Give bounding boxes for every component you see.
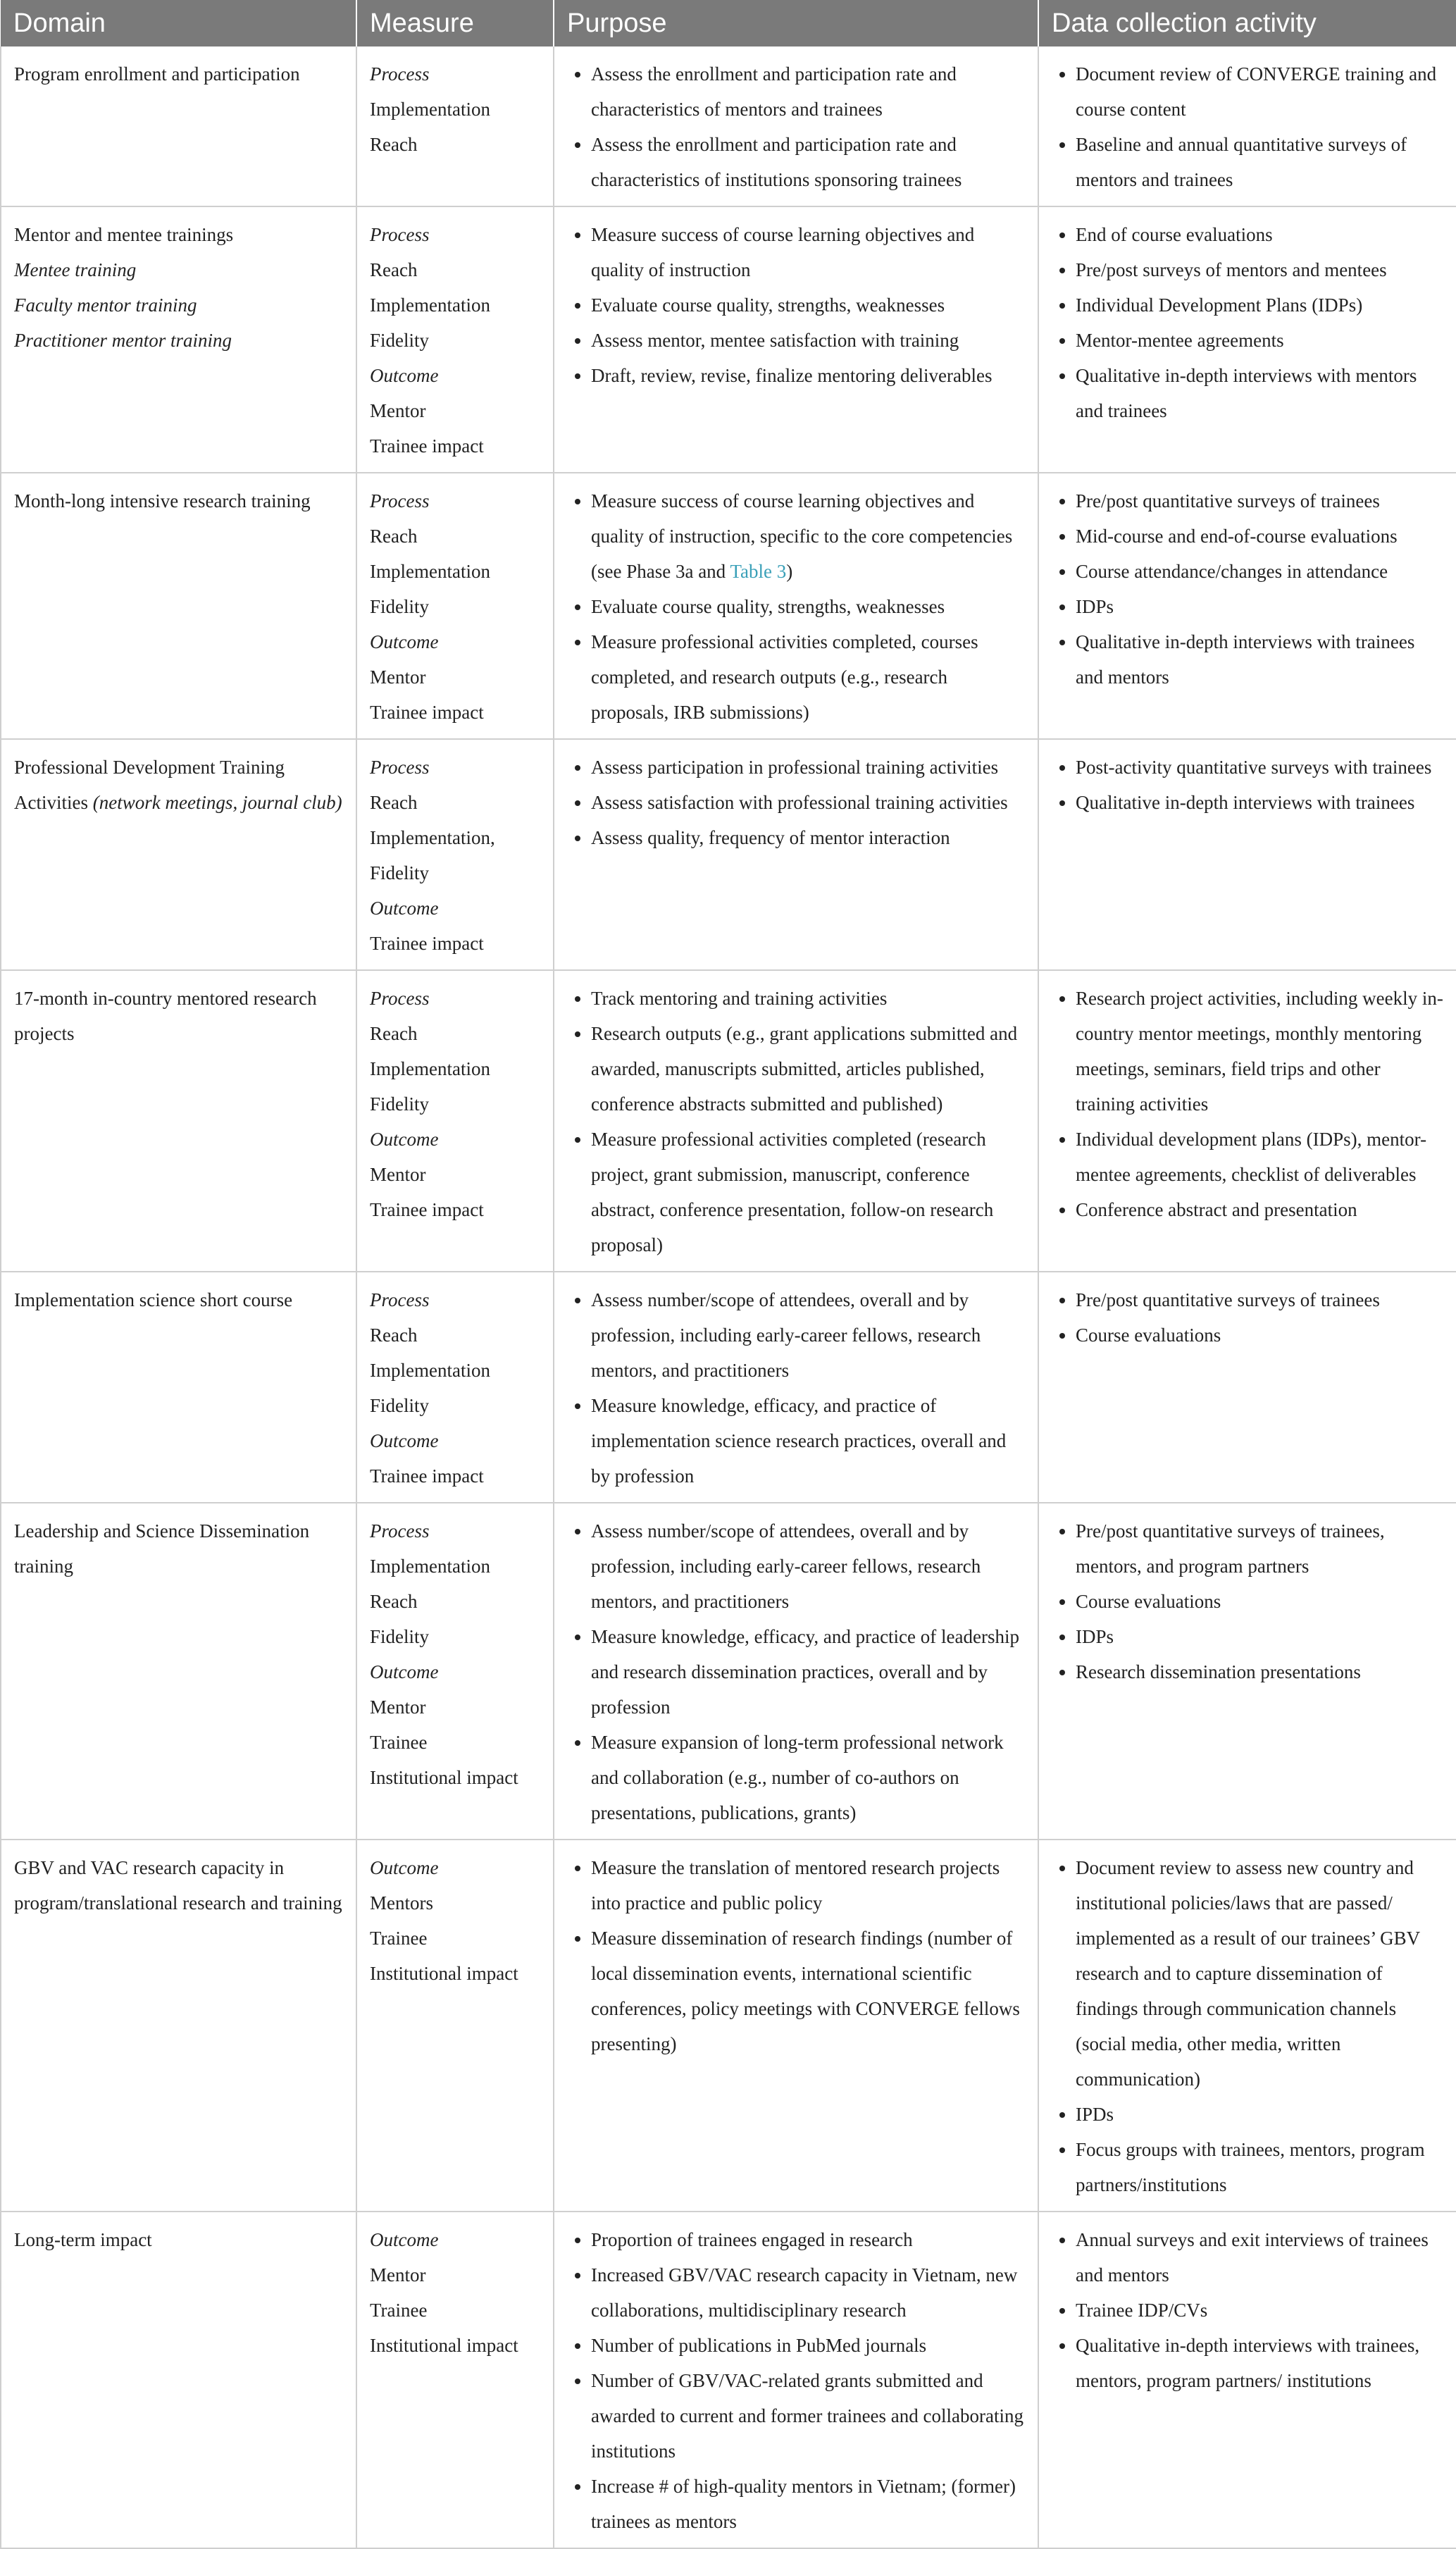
- table-row: [1, 46, 1456, 206]
- domain-cell-line: 17-month in-country mentored research projects: [14, 988, 317, 1044]
- table-row: [1, 1840, 1456, 2212]
- purpose-cell-list: [567, 1850, 1025, 2061]
- measure-cell-line: Outcome: [370, 898, 439, 919]
- measure-cell-line: Process: [370, 490, 430, 511]
- purpose-cell-item: • Assess satisfaction with professional training activities: [591, 785, 1025, 820]
- activity-cell-item: • IDPs: [1076, 589, 1443, 624]
- activity-cell: [1038, 473, 1456, 739]
- purpose-cell-item: • Measure success of course learning objectives and quality of instruction, specific to the core competencies (see Phase 3a and Table 3): [591, 483, 1025, 589]
- purpose-cell-item: • Assess number/scope of attendees, overall and by profession, including early-career fellows, research mentors, and practitioners: [591, 1282, 1025, 1388]
- domain-cell-line: Long-term impact: [14, 2229, 152, 2250]
- header-measure: Measure: [356, 0, 554, 46]
- measure-cell-line: Implementation: [370, 1556, 490, 1577]
- measure-cell-line: Fidelity: [370, 1093, 430, 1115]
- measure-cell-line: Institutional impact: [370, 1767, 518, 1788]
- measure-cell-line: Reach: [370, 259, 418, 280]
- domain-cell-line: GBV and VAC research capacity in program/translational research and training: [14, 1857, 342, 1914]
- measure-cell-line: Reach: [370, 1325, 418, 1346]
- activity-cell-item: • Trainee IDP/CVs: [1076, 2293, 1443, 2328]
- measure-cell-line: Trainee: [370, 2300, 428, 2321]
- purpose-cell: [554, 2212, 1038, 2548]
- activity-cell-list: [1052, 1513, 1443, 1689]
- activity-cell-item: • Research project activities, including weekly in-country mentor meetings, monthly mentoring meetings, seminars, field trips and other training activities: [1076, 981, 1443, 1122]
- activity-cell-item: • Qualitative in-depth interviews with trainees, mentors, program partners/ institutions: [1076, 2328, 1443, 2398]
- activity-cell-list: [1052, 217, 1443, 428]
- measure-cell-line: Process: [370, 1520, 430, 1542]
- measure-cell-line: Implementation: [370, 1058, 490, 1079]
- purpose-cell-item: • Draft, review, revise, finalize mentoring deliverables: [591, 358, 1025, 393]
- measure-cell: [356, 739, 554, 970]
- measure-cell-line: Process: [370, 1289, 430, 1310]
- measure-cell-line: Fidelity: [370, 330, 430, 351]
- purpose-cell: [554, 739, 1038, 970]
- activity-cell: [1038, 46, 1456, 206]
- activity-cell-item: • Mentor-mentee agreements: [1076, 323, 1443, 358]
- domain-cell: [1, 473, 356, 739]
- activity-cell-list: [1052, 750, 1443, 820]
- measure-cell: [356, 2212, 554, 2548]
- measure-cell-line: Reach: [370, 526, 418, 547]
- measure-cell-line: Trainee impact: [370, 933, 484, 954]
- table-row: [1, 2212, 1456, 2548]
- activity-cell-item: • Pre/post quantitative surveys of trainees: [1076, 1282, 1443, 1317]
- purpose-cell-list: [567, 1513, 1025, 1830]
- measure-cell-line: Trainee: [370, 1928, 428, 1949]
- purpose-cell: [554, 1503, 1038, 1840]
- table-reference-link[interactable]: Table 3: [730, 561, 787, 582]
- domain-cell-line: Mentor and mentee trainings: [14, 224, 234, 245]
- measure-cell-line: Outcome: [370, 1857, 439, 1878]
- measure-cell-line: Reach: [370, 792, 418, 813]
- header-purpose: Purpose: [554, 0, 1038, 46]
- activity-cell: [1038, 2212, 1456, 2548]
- measure-cell-line: Implementation: [370, 1360, 490, 1381]
- activity-cell-item: • Pre/post quantitative surveys of trainees, mentors, and program partners: [1076, 1513, 1443, 1584]
- activity-cell-item: • Conference abstract and presentation: [1076, 1192, 1443, 1227]
- activity-cell-item: • End of course evaluations: [1076, 217, 1443, 252]
- measure-cell: [356, 473, 554, 739]
- measure-cell-line: Trainee impact: [370, 435, 484, 457]
- measure-cell-line: Fidelity: [370, 1395, 430, 1416]
- measure-cell-line: Reach: [370, 134, 418, 155]
- activity-cell-item: • Annual surveys and exit interviews of trainees and mentors: [1076, 2222, 1443, 2293]
- measure-cell-line: Mentor: [370, 2264, 426, 2286]
- domain-cell: [1, 2212, 356, 2548]
- purpose-cell-list: [567, 750, 1025, 855]
- measure-cell: [356, 1503, 554, 1840]
- purpose-cell-item: • Number of publications in PubMed journals: [591, 2328, 1025, 2363]
- activity-cell-list: [1052, 483, 1443, 695]
- activity-cell-list: [1052, 1282, 1443, 1353]
- domain-cell: [1, 1840, 356, 2212]
- purpose-cell-list: [567, 981, 1025, 1263]
- measure-cell-line: Process: [370, 757, 430, 778]
- purpose-cell: [554, 46, 1038, 206]
- measure-cell-line: Trainee impact: [370, 1199, 484, 1220]
- activity-cell-item: • Individual Development Plans (IDPs): [1076, 287, 1443, 323]
- domain-cell: [1, 1272, 356, 1503]
- purpose-cell-item: • Assess participation in professional training activities: [591, 750, 1025, 785]
- domain-cell: [1, 46, 356, 206]
- measure-cell-line: Fidelity: [370, 1626, 430, 1647]
- measure-cell: [356, 1272, 554, 1503]
- activity-cell-list: [1052, 56, 1443, 197]
- measure-cell-line: Trainee impact: [370, 702, 484, 723]
- measure-cell-line: Process: [370, 63, 430, 85]
- measure-cell-line: Outcome: [370, 365, 439, 386]
- activity-cell-item: • Document review of CONVERGE training and course content: [1076, 56, 1443, 127]
- activity-cell-item: • Pre/post quantitative surveys of trainees: [1076, 483, 1443, 519]
- purpose-cell-list: [567, 1282, 1025, 1494]
- purpose-cell-item: • Measure the translation of mentored research projects into practice and public policy: [591, 1850, 1025, 1921]
- activity-cell-item: • Document review to assess new country and institutional policies/laws that are passed/ implemented as a result of our trainees’ GBV research and to capture dissemination of findings through communication channels (social media, other media, written communication): [1076, 1850, 1443, 2097]
- activity-cell-item: • Mid-course and end-of-course evaluations: [1076, 519, 1443, 554]
- activity-cell-list: [1052, 1850, 1443, 2202]
- purpose-cell-item: • Track mentoring and training activities: [591, 981, 1025, 1016]
- activity-cell-item: • IPDs: [1076, 2097, 1443, 2132]
- activity-cell-item: • Qualitative in-depth interviews with trainees: [1076, 785, 1443, 820]
- purpose-cell-item: • Evaluate course quality, strengths, weaknesses: [591, 287, 1025, 323]
- purpose-cell: [554, 1840, 1038, 2212]
- purpose-cell-item: • Proportion of trainees engaged in research: [591, 2222, 1025, 2257]
- measure-cell-line: Process: [370, 224, 430, 245]
- domain-cell-line: Month-long intensive research training: [14, 490, 311, 511]
- activity-cell-item: • Individual development plans (IDPs), mentor-mentee agreements, checklist of deliverables: [1076, 1122, 1443, 1192]
- activity-cell-item: • Pre/post surveys of mentors and mentees: [1076, 252, 1443, 287]
- measure-cell-line: Implementation: [370, 561, 490, 582]
- purpose-cell-item: • Measure professional activities completed (research project, grant submission, manuscript, conference abstract, conference presentation, follow-on research proposal): [591, 1122, 1025, 1263]
- domain-cell: [1, 206, 356, 473]
- activity-cell-item: • Course evaluations: [1076, 1317, 1443, 1353]
- header-domain: Domain: [1, 0, 356, 46]
- activity-cell-item: • Research dissemination presentations: [1076, 1654, 1443, 1689]
- purpose-cell-item: • Measure success of course learning objectives and quality of instruction: [591, 217, 1025, 287]
- table-row: [1, 1272, 1456, 1503]
- purpose-cell-item: • Measure knowledge, efficacy, and practice of leadership and research dissemination practices, overall and by profession: [591, 1619, 1025, 1725]
- purpose-cell: [554, 1272, 1038, 1503]
- table-body: [1, 46, 1456, 2548]
- purpose-cell-item: • Assess mentor, mentee satisfaction with training: [591, 323, 1025, 358]
- measure-cell-line: Institutional impact: [370, 2335, 518, 2356]
- measure-cell-line: Outcome: [370, 631, 439, 652]
- activity-cell: [1038, 739, 1456, 970]
- domain-cell-line: Practitioner mentor training: [14, 330, 232, 351]
- measure-cell-line: Fidelity: [370, 596, 430, 617]
- header-data-collection-activity: Data collection activity: [1038, 0, 1456, 46]
- measure-cell-line: Outcome: [370, 1430, 439, 1451]
- activity-cell-item: • IDPs: [1076, 1619, 1443, 1654]
- purpose-cell: [554, 473, 1038, 739]
- measure-cell-line: Trainee impact: [370, 1465, 484, 1487]
- table-row: [1, 1503, 1456, 1840]
- purpose-cell-item: • Measure expansion of long-term professional network and collaboration (e.g., number of co-authors on presentations, publications, grants): [591, 1725, 1025, 1830]
- domain-cell: [1, 1503, 356, 1840]
- purpose-cell-item: • Assess quality, frequency of mentor interaction: [591, 820, 1025, 855]
- purpose-cell-item: • Assess number/scope of attendees, overall and by profession, including early-career fellows, research mentors, and practitioners: [591, 1513, 1025, 1619]
- purpose-cell-item: • Increased GBV/VAC research capacity in Vietnam, new collaborations, multidisciplinary research: [591, 2257, 1025, 2328]
- table-row: [1, 739, 1456, 970]
- purpose-cell-item: • Research outputs (e.g., grant applications submitted and awarded, manuscripts submitted, articles published, conference abstracts submitted and published): [591, 1016, 1025, 1122]
- purpose-cell-item: • Increase # of high-quality mentors in Vietnam; (former) trainees as mentors: [591, 2469, 1025, 2539]
- purpose-cell: [554, 206, 1038, 473]
- activity-cell: [1038, 1272, 1456, 1503]
- measure-cell-line: Outcome: [370, 1661, 439, 1682]
- measure-cell-line: Mentor: [370, 400, 426, 421]
- measure-cell-line: Institutional impact: [370, 1963, 518, 1984]
- measure-cell-line: Outcome: [370, 1129, 439, 1150]
- domain-cell-line: Leadership and Science Dissemination training: [14, 1520, 310, 1577]
- table-row: [1, 473, 1456, 739]
- purpose-cell: [554, 970, 1038, 1272]
- measure-cell-line: Reach: [370, 1023, 418, 1044]
- measure-cell-line: Implementation,: [370, 827, 495, 848]
- activity-cell-item: • Post-activity quantitative surveys with trainees: [1076, 750, 1443, 785]
- activity-cell-item: • Course attendance/changes in attendance: [1076, 554, 1443, 589]
- activity-cell-list: [1052, 981, 1443, 1227]
- purpose-cell-item: • Measure dissemination of research findings (number of local dissemination events, international scientific conferences, policy meetings with CONVERGE fellows presenting): [591, 1921, 1025, 2061]
- measure-cell: [356, 970, 554, 1272]
- domain-cell-line: Faculty mentor training: [14, 294, 197, 316]
- purpose-cell-item: • Evaluate course quality, strengths, weaknesses: [591, 589, 1025, 624]
- domain-cell-line: Mentee training: [14, 259, 137, 280]
- purpose-cell-list: [567, 217, 1025, 393]
- activity-cell: [1038, 1503, 1456, 1840]
- activity-cell-item: • Baseline and annual quantitative surveys of mentors and trainees: [1076, 127, 1443, 197]
- purpose-cell-item: • Assess the enrollment and participation rate and characteristics of mentors and trainees: [591, 56, 1025, 127]
- table-row: [1, 206, 1456, 473]
- activity-cell-item: • Qualitative in-depth interviews with mentors and trainees: [1076, 358, 1443, 428]
- activity-cell-list: [1052, 2222, 1443, 2398]
- purpose-cell-item: • Measure professional activities completed, courses completed, and research outputs (e.g., research proposals, IRB submissions): [591, 624, 1025, 730]
- measure-cell-line: Mentors: [370, 1892, 433, 1914]
- domain-cell-line: Professional Development Training Activities (network meetings, journal club): [14, 757, 342, 813]
- domain-cell-line: Implementation science short course: [14, 1289, 293, 1310]
- measure-cell-line: Reach: [370, 1591, 418, 1612]
- measure-cell-line: Trainee: [370, 1732, 428, 1753]
- measure-cell-line: Outcome: [370, 2229, 439, 2250]
- activity-cell: [1038, 970, 1456, 1272]
- header-row: [1, 0, 1456, 46]
- activity-cell: [1038, 206, 1456, 473]
- domain-cell-note: (network meetings, journal club): [92, 792, 342, 813]
- domain-cell: [1, 739, 356, 970]
- measure-cell: [356, 206, 554, 473]
- activity-cell-item: • Focus groups with trainees, mentors, program partners/institutions: [1076, 2132, 1443, 2202]
- table-row: [1, 970, 1456, 1272]
- measure-cell-line: Process: [370, 988, 430, 1009]
- domain-cell-line: Program enrollment and participation: [14, 63, 300, 85]
- purpose-cell-item: • Number of GBV/VAC-related grants submitted and awarded to current and former trainees and collaborating institutions: [591, 2363, 1025, 2469]
- measure-cell: [356, 1840, 554, 2212]
- activity-cell-item: • Course evaluations: [1076, 1584, 1443, 1619]
- activity-cell-item: • Qualitative in-depth interviews with trainees and mentors: [1076, 624, 1443, 695]
- activity-cell: [1038, 1840, 1456, 2212]
- purpose-cell-item: • Assess the enrollment and participation rate and characteristics of institutions sponsoring trainees: [591, 127, 1025, 197]
- purpose-cell-list: [567, 483, 1025, 730]
- purpose-cell-item: • Measure knowledge, efficacy, and practice of implementation science research practices, overall and by profession: [591, 1388, 1025, 1494]
- domain-cell: [1, 970, 356, 1272]
- purpose-cell-list: [567, 56, 1025, 197]
- measure-cell-line: Mentor: [370, 666, 426, 688]
- measure-cell-line: Implementation: [370, 99, 490, 120]
- measure-cell-line: Implementation: [370, 294, 490, 316]
- purpose-cell-list: [567, 2222, 1025, 2539]
- measure-cell-line: Mentor: [370, 1697, 426, 1718]
- measure-cell-line: Fidelity: [370, 862, 430, 883]
- measure-cell-line: Mentor: [370, 1164, 426, 1185]
- measure-cell: [356, 46, 554, 206]
